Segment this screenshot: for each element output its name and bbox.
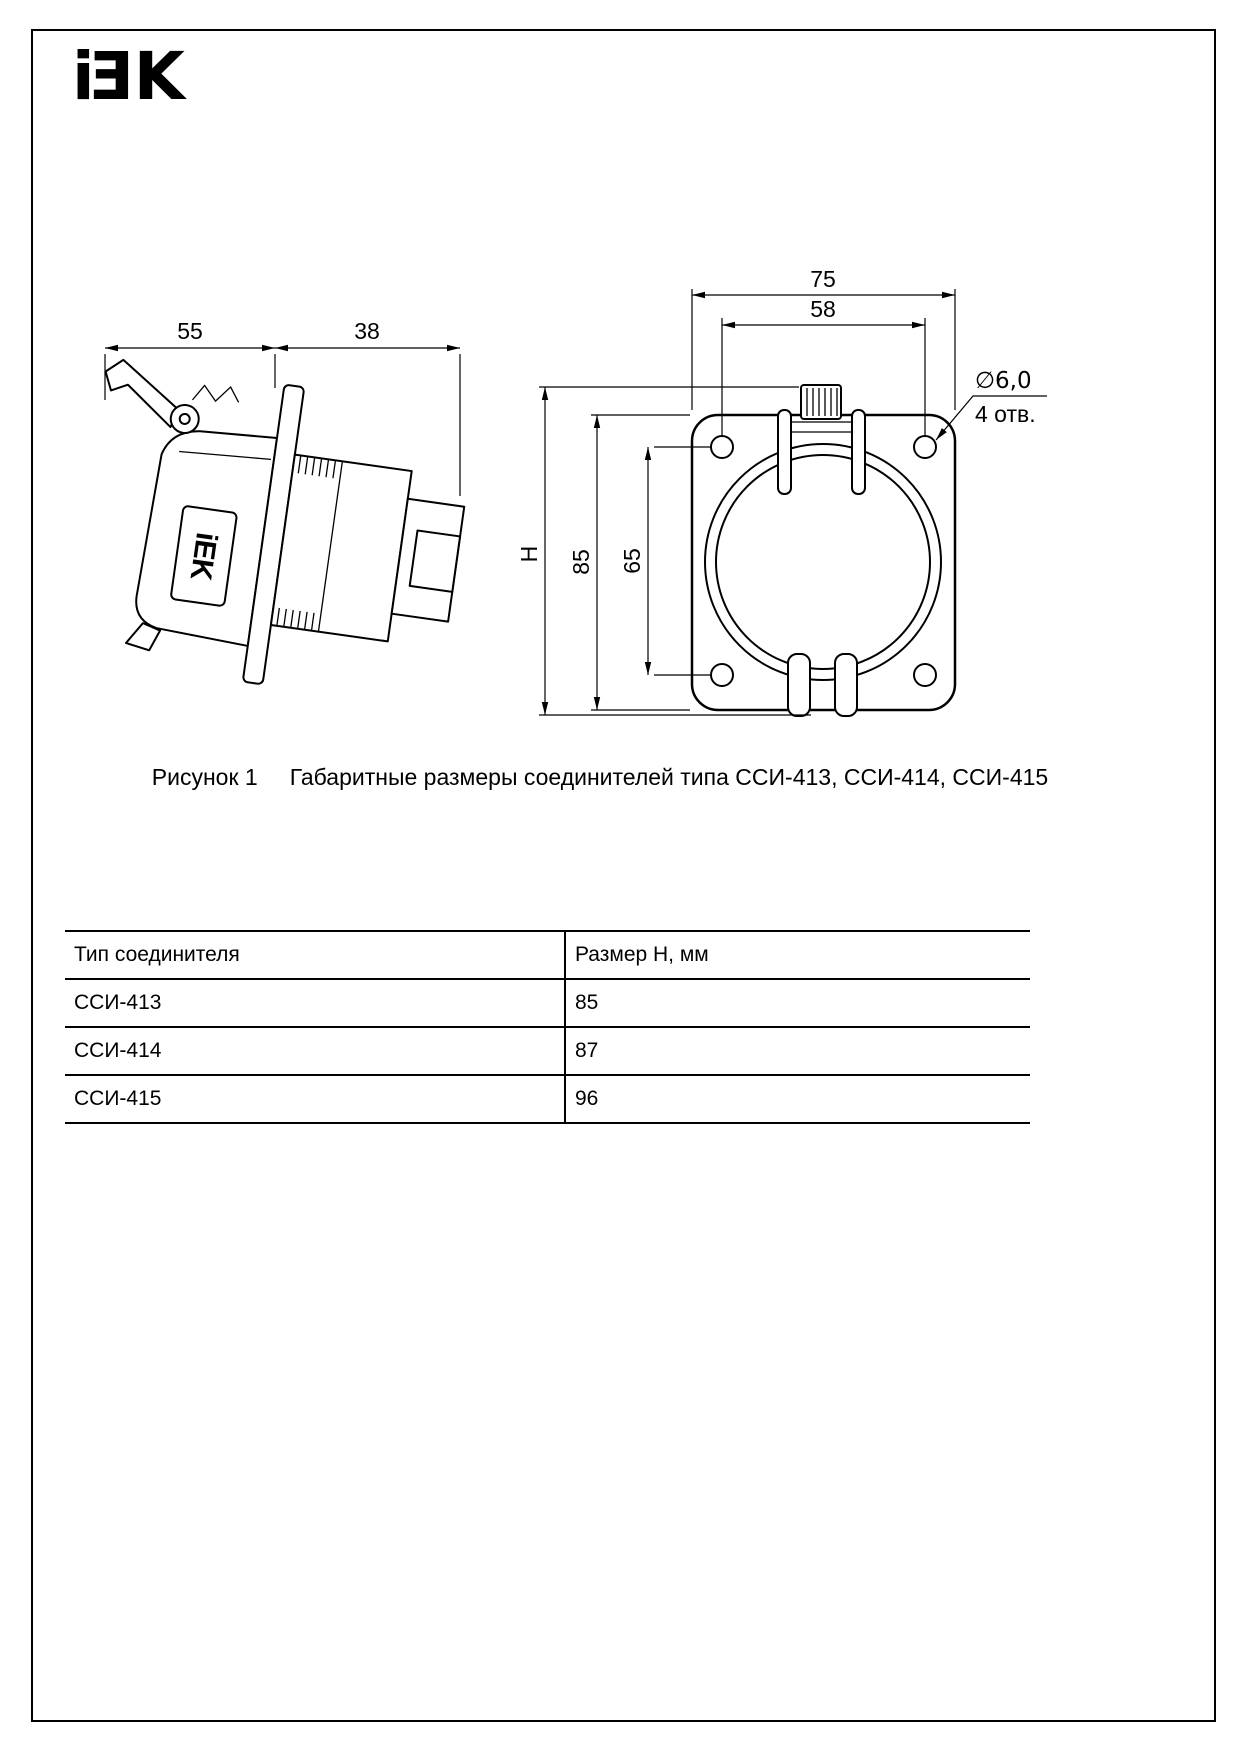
cell-connector-type: ССИ-415 xyxy=(65,1075,565,1123)
mounting-hole-bottom-left xyxy=(711,664,733,686)
mounting-hole-top-right xyxy=(914,436,936,458)
dim-label-58: 58 xyxy=(810,296,836,322)
cell-size-h: 87 xyxy=(565,1027,1030,1075)
cell-connector-type: ССИ-414 xyxy=(65,1027,565,1075)
hole-count-label: 4 отв. xyxy=(975,401,1036,427)
size-table xyxy=(65,930,1030,1124)
dim-label-h: H xyxy=(516,545,542,563)
logo-letter-i: i xyxy=(72,38,92,115)
iek-logo xyxy=(72,38,182,115)
col-header-size-h: Размер H, мм xyxy=(565,931,1030,979)
socket-outer-circle xyxy=(705,444,941,680)
cell-size-h: 96 xyxy=(565,1075,1030,1123)
side-view-drawing xyxy=(70,318,470,733)
dim-label-65: 65 xyxy=(619,548,645,574)
dim-label-38: 38 xyxy=(354,318,380,344)
bottom-tab-left xyxy=(788,654,810,716)
front-view-drawing xyxy=(515,262,1065,740)
device-logo-text: iEK xyxy=(183,530,223,582)
hinge-arm-left xyxy=(778,410,791,494)
col-header-connector-type: Тип соединителя xyxy=(65,931,565,979)
table-header-row xyxy=(65,931,1030,979)
figure-caption xyxy=(0,764,1200,791)
mounting-hole-bottom-right xyxy=(914,664,936,686)
hinge-arm-right xyxy=(852,410,865,494)
connector-front-view-body xyxy=(692,385,955,716)
mounting-hole-top-left xyxy=(711,436,733,458)
hole-diameter-label: ∅6,0 xyxy=(975,368,1032,394)
table-row-ssi-415 xyxy=(65,1075,1030,1123)
dim-label-55: 55 xyxy=(177,318,203,344)
cell-connector-type: ССИ-413 xyxy=(65,979,565,1027)
rear-keyway xyxy=(410,530,460,591)
bottom-tab-right xyxy=(835,654,857,716)
dim-label-75: 75 xyxy=(810,266,836,292)
latch-spring xyxy=(192,382,240,406)
logo-letter-e-reversed: E xyxy=(91,38,134,115)
table-row-ssi-413 xyxy=(65,979,1030,1027)
rear-cylinder-large xyxy=(271,455,412,642)
logo-letter-k: K xyxy=(133,38,182,115)
cell-size-h: 85 xyxy=(565,979,1030,1027)
figure-caption-number: Рисунок 1 xyxy=(151,764,258,790)
table-row-ssi-414 xyxy=(65,1027,1030,1075)
lever-pivot-inner xyxy=(179,413,190,424)
connector-side-view-body xyxy=(65,358,477,709)
dim-label-85: 85 xyxy=(568,549,594,575)
figure-caption-text: Габаритные размеры соединителей типа ССИ-413, ССИ-414, ССИ-415 xyxy=(289,764,1049,790)
